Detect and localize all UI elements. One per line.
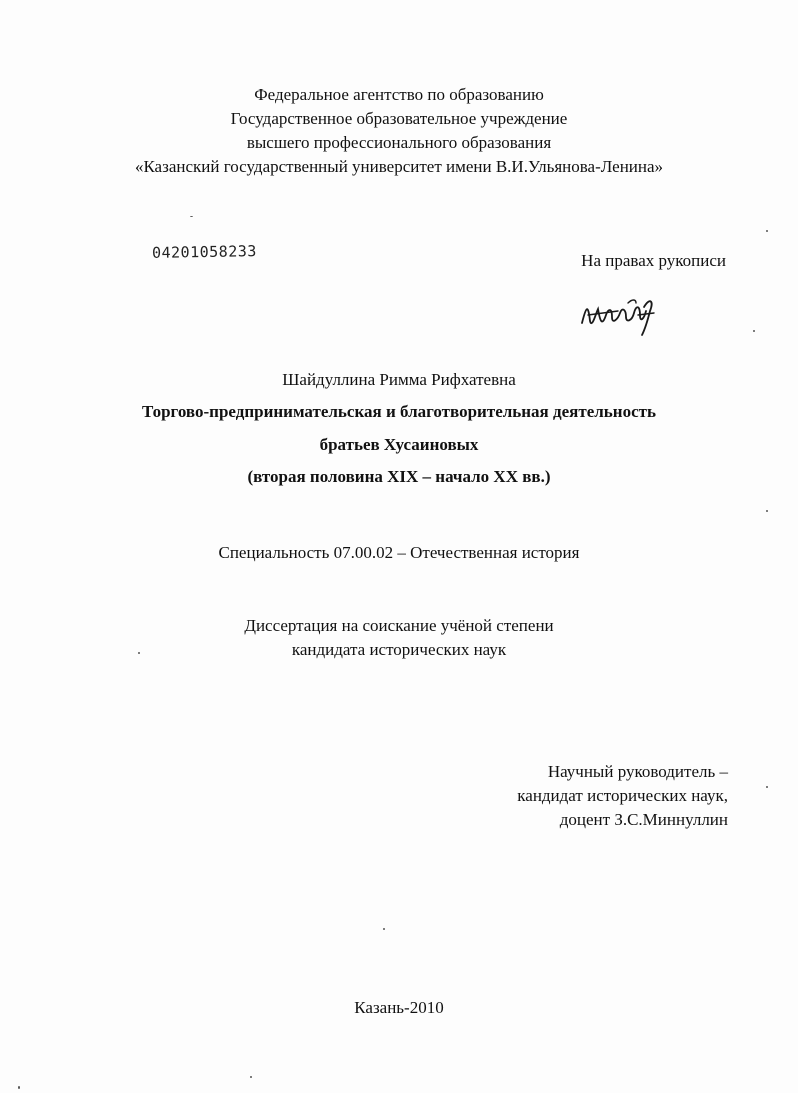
thesis-title-line-3: (вторая половина XIX – начало XX вв.) — [247, 467, 551, 486]
specialty: Специальность 07.00.02 – Отечественная история — [218, 543, 580, 562]
thesis-title-line-2: братьев Хусаиновых — [319, 435, 479, 454]
header-university-name: «Казанский государственный университет имени В.И.Ульянова-Ленина» — [134, 157, 664, 176]
header-agency: Федеральное агентство по образованию — [254, 85, 544, 104]
city-year: Казань-2010 — [354, 998, 444, 1017]
scan-speck — [190, 216, 193, 217]
scan-speck — [18, 1086, 20, 1089]
scan-speck — [383, 928, 385, 930]
archive-stamp-number: 04201058233 — [151, 242, 257, 262]
author-name: Шайдуллина Римма Рифхатевна — [282, 370, 516, 389]
header-education-level: высшего профессионального образования — [246, 133, 552, 152]
thesis-title-line-1: Торгово-предпринимательская и благотворительная деятельность — [142, 402, 656, 421]
supervisor-name: доцент З.С.Миннуллин — [559, 810, 728, 829]
scan-speck — [766, 786, 768, 788]
dissertation-degree-line-2: кандидата исторических наук — [291, 640, 507, 659]
dissertation-degree-line-1: Диссертация на соискание учёной степени — [244, 616, 554, 635]
supervisor-degree: кандидат исторических наук, — [517, 786, 728, 805]
scan-speck — [753, 330, 755, 332]
header-institution-type: Государственное образовательное учреждение — [230, 109, 568, 128]
rights-notice: На правах рукописи — [581, 251, 726, 270]
scan-speck — [766, 510, 768, 512]
scan-speck — [250, 1076, 252, 1078]
supervisor-role: Научный руководитель – — [547, 762, 728, 781]
scan-speck — [766, 230, 768, 232]
handwritten-signature — [578, 293, 658, 339]
scan-speck — [138, 652, 140, 654]
